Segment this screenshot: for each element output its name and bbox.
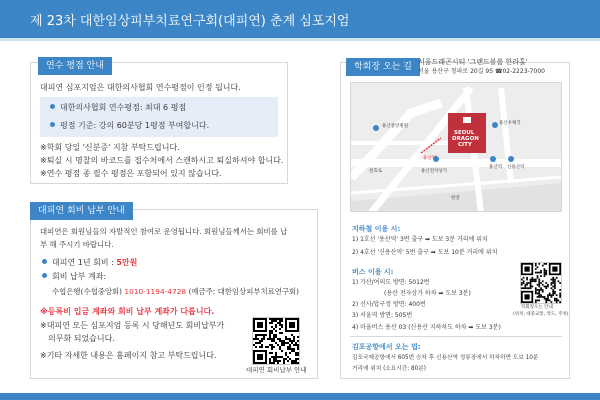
fee-annual-label: 대피연 1년 회비 : bbox=[52, 258, 117, 267]
credit-note: ※퇴실 시 명찰의 바코드를 접수처에서 스캔하시고 퇴실하셔야 합니다. bbox=[40, 156, 284, 165]
venue-name: 서울드래곤시티 '그랜드볼룸 한라홀' bbox=[418, 58, 528, 66]
bus-title: 버스 이용 시: bbox=[352, 268, 394, 276]
fee-account-bank: 수협은행(수협중앙회) bbox=[52, 287, 125, 296]
credit-item bbox=[50, 103, 186, 113]
credit-note: ※학회 당일 '신분증' 지참 부탁드립니다. bbox=[40, 143, 180, 152]
fee-annual-value: 5만원 bbox=[116, 258, 138, 267]
fee-warning: ※등록비 입금 계좌와 회비 납부 계좌가 다릅니다. bbox=[40, 307, 215, 316]
credit-intro: 대피연 심포지엄은 대한의사협회 연수평점이 인정 됩니다. bbox=[40, 83, 241, 92]
fee-intro: 부 해 주시기 바랍니다. bbox=[40, 240, 114, 249]
fee-note: ※대피연 모든 심포지엄 등록 시 당해년도 회비납부가 bbox=[40, 321, 225, 330]
airport-line: 김포국제공항에서 605번 승차 후 신용산역 정류장에서 하차하면 도보 10분 bbox=[352, 355, 539, 361]
credit-item-text: 대한의사협회 연수평점: 최대 6 평점 bbox=[60, 103, 187, 112]
fee-intro: 대피연은 회원님들의 자발적인 참여로 운영됩니다. 회원님들께서는 회비를 납 bbox=[40, 227, 288, 236]
fee-qr-code[interactable] bbox=[252, 317, 300, 365]
location-map[interactable] bbox=[350, 82, 562, 212]
bullet-icon bbox=[50, 122, 55, 127]
map-graphic bbox=[351, 83, 562, 212]
fee-qr-caption: 대피연 회비납부 안내 bbox=[246, 366, 307, 374]
map-label: 신용산역 bbox=[507, 165, 525, 170]
fee-account-label: 회비 납부 계좌: bbox=[52, 272, 107, 281]
credit-section-title: 연수 평점 안내 bbox=[38, 57, 112, 75]
directions-divider bbox=[350, 336, 562, 337]
credit-note: ※연수 평점 종 필수 평점은 포함되어 있지 않습니다. bbox=[40, 169, 222, 178]
fee-annual bbox=[42, 258, 137, 268]
venue-address: 서울 용산구 청파로 20길 95 ☎02-2223-7000 bbox=[418, 68, 545, 75]
airport-line: 거리에 위치 (소요시간: 80분) bbox=[352, 366, 426, 372]
airport-title: 김포공항에서 오는 법: bbox=[352, 343, 421, 351]
map-label: 용산중앙병원 bbox=[382, 124, 409, 129]
credit-item bbox=[50, 121, 209, 131]
credit-item-text: 평점 기준: 강의 60분당 1평점 부여합니다. bbox=[60, 121, 210, 130]
directions-qr-caption: (위치, 대중교통, 약도, 주차) bbox=[513, 312, 569, 317]
bus-line: (용산 전자상가 하차 ➡ 도보 3분) bbox=[384, 290, 471, 297]
bullet-icon bbox=[50, 104, 55, 109]
map-hotel-line: DRAGON bbox=[452, 136, 479, 142]
directions-qr-code[interactable] bbox=[520, 262, 562, 304]
map-label: 한강 bbox=[451, 196, 460, 201]
subway-line: 1) 1호선 '용산역' 3번 출구 ➡ 도보 3분 거리에 위치 bbox=[352, 236, 488, 243]
footer-bar bbox=[0, 393, 600, 400]
directions-qr-caption: 학회장오는 안내 bbox=[521, 305, 553, 310]
subway-title: 지하철 이용 시: bbox=[352, 225, 401, 233]
bus-line: 4) 마을버스 용산 03 (신용산 지하차도 하차 ➡ 도보 3분) bbox=[352, 324, 501, 331]
fee-note: 의무화 되었습니다. bbox=[48, 334, 115, 343]
directions-section-title: 학회장 오는 길 bbox=[346, 58, 420, 76]
fee-account-number: 1010-1194-4728 bbox=[124, 287, 187, 296]
bus-line: 3) 서울역 방면: 505번 bbox=[352, 312, 413, 319]
fee-note: ※기타 자세한 내용은 홈페이지 참고 부탁드립니다. bbox=[40, 351, 217, 360]
map-label: 용산역 bbox=[489, 165, 503, 170]
bullet-icon bbox=[42, 259, 47, 264]
map-hotel-line: CITY bbox=[458, 142, 472, 148]
subway-line: 2) 4호선 '신용산역' 5번 출구 ➡ 도보 10분 거리에 위치 bbox=[352, 249, 498, 256]
fee-account-detail bbox=[52, 287, 299, 297]
header-bar bbox=[0, 0, 600, 38]
map-label: 용산전자상가 bbox=[421, 169, 448, 174]
fee-account-holder: (예금주: 대한임상피부치료연구회) bbox=[186, 287, 300, 296]
map-label: 용산우체국 bbox=[499, 121, 521, 126]
bus-line: 2) 신사/압구정 방면: 400번 bbox=[352, 301, 426, 308]
map-label: 원효로 bbox=[369, 169, 383, 174]
map-hotel-line: SEOUL bbox=[454, 130, 475, 136]
page-title: 제 23차 대한임상피부치료연구회(대피연) 춘계 심포지엄 bbox=[30, 14, 350, 29]
map-label: 용산역 bbox=[423, 156, 437, 161]
bullet-icon bbox=[42, 273, 47, 278]
fee-account bbox=[42, 272, 106, 282]
header-divider bbox=[0, 38, 600, 41]
bus-line: 1) 가산/여의도 방면: 5012번 bbox=[352, 279, 430, 286]
fee-section-title: 대피연 회비 납부 안내 bbox=[30, 202, 133, 220]
